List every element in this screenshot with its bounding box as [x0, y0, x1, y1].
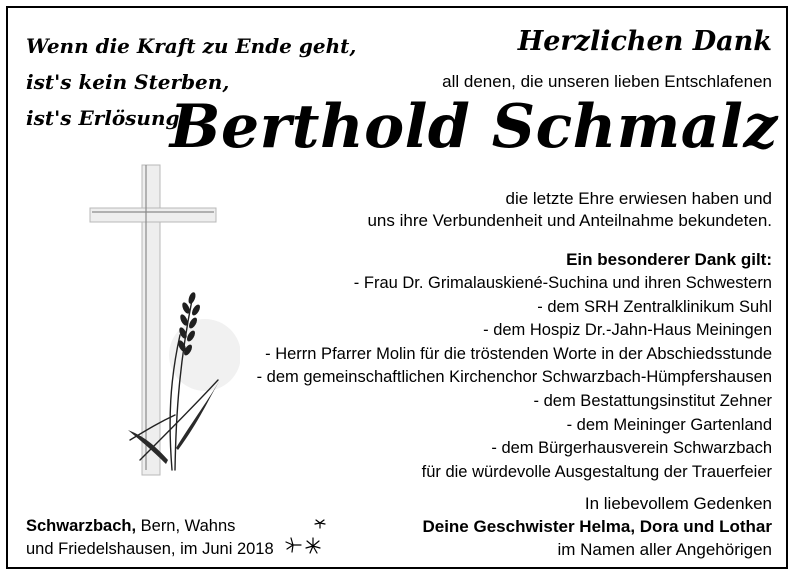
town-name: Schwarzbach,: [26, 517, 137, 535]
list-item: - dem Meininger Gartenland: [566, 415, 772, 434]
intro-text: all denen, die unseren lieben Entschlafenen: [442, 72, 772, 91]
poem-line-2: ist's kein Sterben,: [26, 70, 230, 94]
list-item: - Frau Dr. Grimalauskiené-Suchina und ihren Schwestern: [353, 274, 772, 292]
signers-text: Deine Geschwister Helma, Dora und Lothar: [422, 517, 772, 536]
other-towns: Bern, Wahns: [136, 517, 236, 535]
list-item: - Herrn Pfarrer Molin für die tröstenden Worte in der Abschiedsstunde: [265, 344, 772, 363]
list-item: - dem Bürgerhausverein Schwarzbach: [491, 439, 772, 458]
list-item: - dem gemeinschaftlichen Kirchenchor Schwarzbach-Hümpfershausen: [256, 368, 772, 387]
list-item: für die würdevolle Ausgestaltung der Trauerfeier: [421, 462, 772, 481]
body-line-2: uns ihre Verbundenheit und Anteilnahme bekundeten.: [367, 211, 772, 230]
on-behalf-text: im Namen aller Angehörigen: [557, 540, 772, 559]
cross-with-wheat-icon: [80, 160, 240, 480]
thanks-title: Herzlichen Dank: [517, 26, 772, 57]
poem-line-3: ist's Erlösung.: [26, 106, 187, 130]
poem-line-1: Wenn die Kraft zu Ende geht,: [26, 34, 357, 58]
body-line-1: die letzte Ehre erwiesen haben und: [505, 189, 772, 208]
list-item: - dem Bestattungsinstitut Zehner: [533, 391, 772, 410]
special-thanks-list: [257, 272, 772, 484]
special-thanks-heading: Ein besonderer Dank gilt:: [566, 250, 772, 269]
dandelion-seeds-icon: [283, 515, 338, 560]
list-item: - dem SRH Zentralklinikum Suhl: [537, 297, 772, 316]
place-line-2: und Friedelshausen, im Juni 2018: [26, 540, 274, 558]
place-line-1: [26, 517, 235, 536]
deceased-name: Berthold Schmalz: [169, 92, 778, 162]
remembrance-text: In liebevollem Gedenken: [584, 494, 772, 513]
list-item: - dem Hospiz Dr.-Jahn-Haus Meiningen: [483, 321, 772, 340]
